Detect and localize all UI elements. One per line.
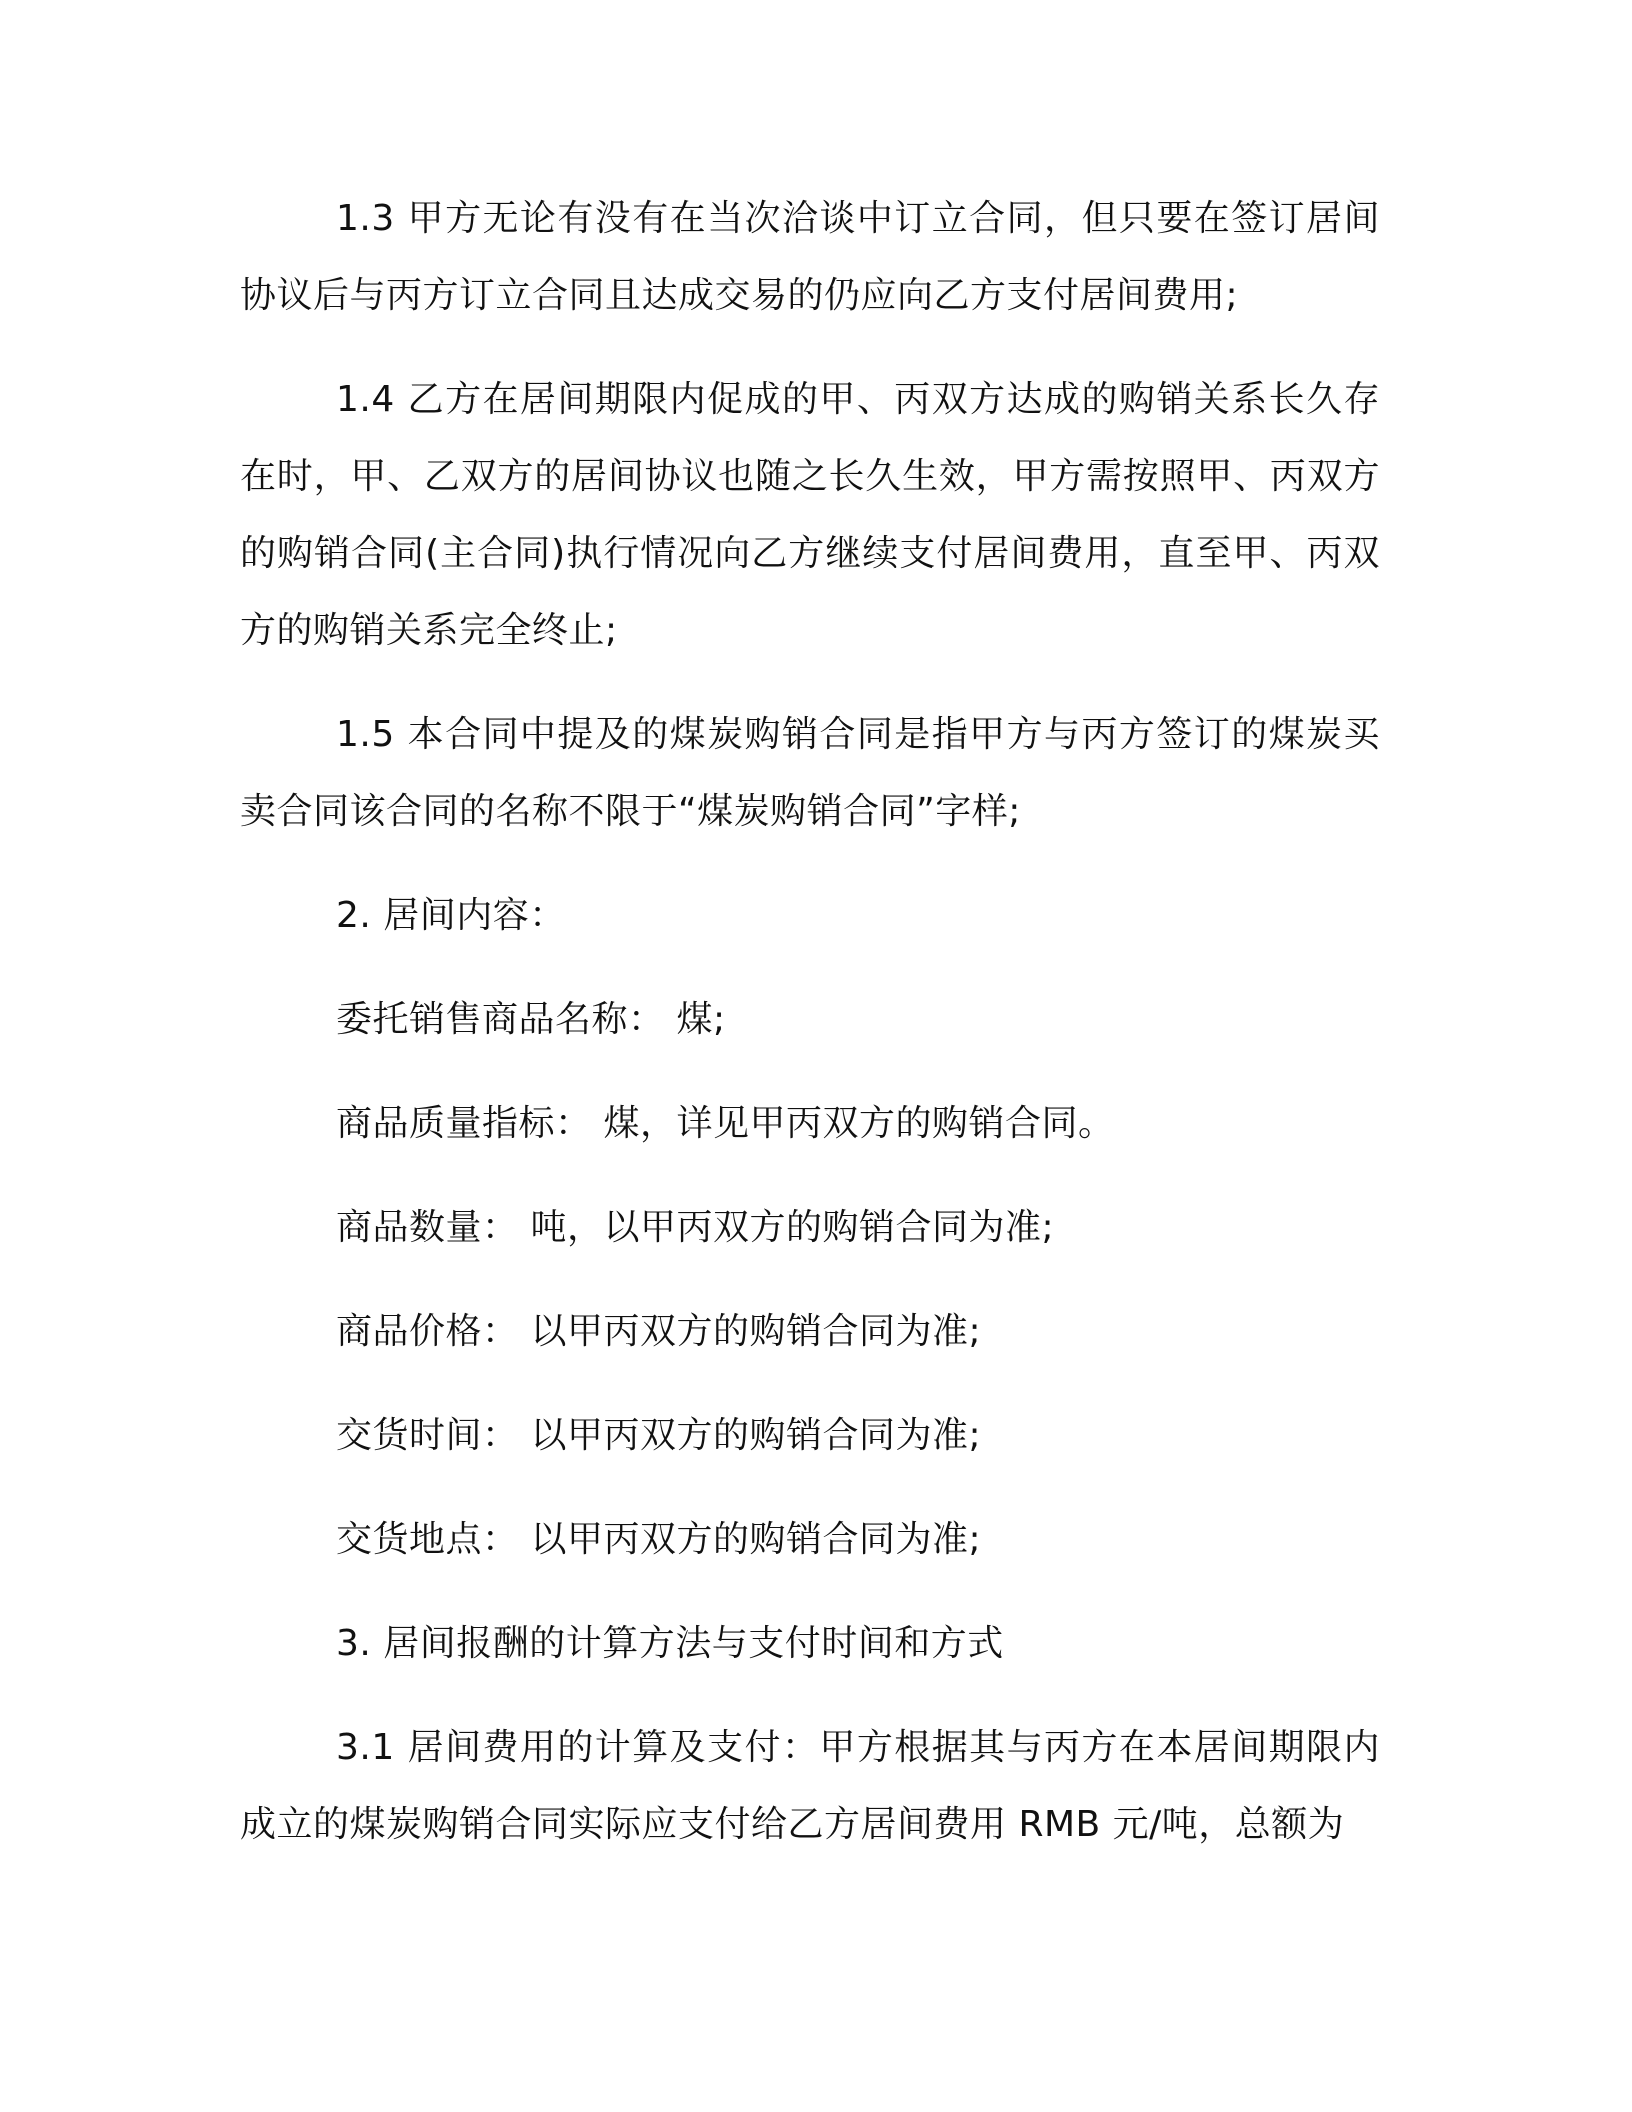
section-2-title: 2. 居间内容： [336, 895, 566, 936]
item-delivery-place: 交货地点： 以甲丙双方的购销合同为准; [336, 1519, 982, 1560]
clause-1-3: 1.3 甲方无论有没有在当次洽谈中订立合同，但只要在签订居间协议后与丙方订立合同且达成交易的仍应向乙方支付居间费用; [240, 198, 1380, 316]
document-body [240, 180, 1380, 1890]
item-product-name: 委托销售商品名称： 煤; [336, 999, 726, 1040]
section-3-title: 3. 居间报酬的计算方法与支付时间和方式 [336, 1623, 1004, 1664]
clause-1-4: 1.4 乙方在居间期限内促成的甲、丙双方达成的购销关系长久存在时，甲、乙双方的居间协议也随之长久生效，甲方需按照甲、丙双方的购销合同(主合同)执行情况向乙方继续支付居间费用，直至甲、丙双方的购销关系完全终止; [240, 379, 1380, 651]
item-delivery-time: 交货时间： 以甲丙双方的购销合同为准; [336, 1415, 982, 1456]
clause-1-5: 1.5 本合同中提及的煤炭购销合同是指甲方与丙方签订的煤炭买卖合同该合同的名称不限于“煤炭购销合同”字样; [240, 714, 1380, 832]
item-price: 商品价格： 以甲丙双方的购销合同为准; [336, 1311, 982, 1352]
clause-3-1: 3.1 居间费用的计算及支付：甲方根据其与丙方在本居间期限内成立的煤炭购销合同实际应支付给乙方居间费用 RMB 元/吨，总额为 [240, 1727, 1380, 1845]
item-quality: 商品质量指标： 煤，详见甲丙双方的购销合同。 [336, 1103, 1115, 1144]
item-quantity: 商品数量： 吨，以甲丙双方的购销合同为准; [336, 1207, 1055, 1248]
